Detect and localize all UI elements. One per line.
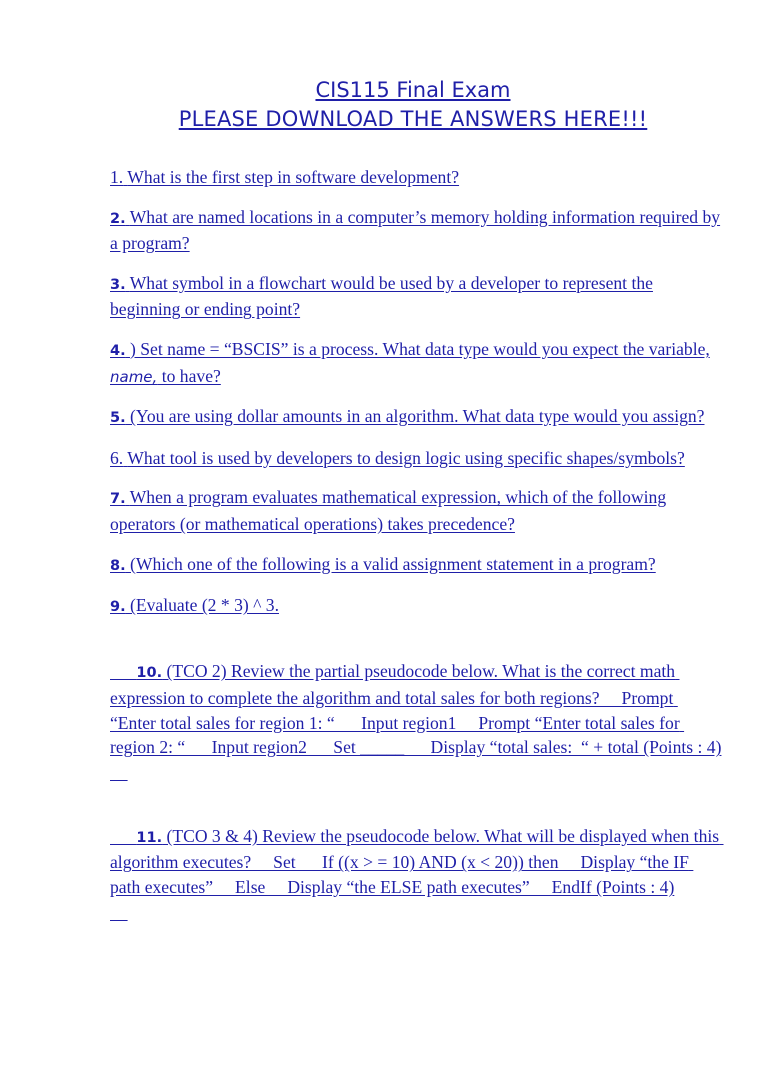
question-number: 5. <box>110 410 126 427</box>
question-text: (Which one of the following is a valid assignment statement in a program? <box>130 553 656 574</box>
document-header <box>0 76 768 134</box>
question-text-before: ) Set name = “BSCIS” is a process. What data type would you expect the variable, <box>130 338 710 359</box>
exam-title-link[interactable]: CIS115 Final Exam <box>315 78 511 102</box>
question-1[interactable] <box>110 165 722 190</box>
question-number: 9. <box>110 599 126 616</box>
question-text: (You are using dollar amounts in an algorithm. What data type would you assign? <box>130 406 705 427</box>
question-number: 2. <box>110 210 126 227</box>
question-text: (Evaluate (2 * 3) ^ 3. <box>130 595 279 616</box>
question-number: 6. <box>110 447 124 468</box>
question-number: 1. <box>110 167 124 187</box>
question-list <box>110 165 722 939</box>
question-text: What symbol in a flowchart would be used by a developer to represent the beginning or ending point? <box>110 272 653 320</box>
question-number: 8. <box>110 557 126 574</box>
question-text: (TCO 2) Review the partial pseudocode below. What is the correct math expression to complete the algorithm and total sales for both regions? Prompt “Enter total sales for region 1: “ Input region1 Prompt “Enter total sales for region 2: “ Input region2 Set _____ Display “total sales: “ + total (Points : 4) <box>110 661 722 758</box>
question-6[interactable] <box>110 446 722 471</box>
variable-name: name, <box>110 367 158 386</box>
question-10[interactable] <box>110 635 722 785</box>
download-answers-link[interactable]: PLEASE DOWNLOAD THE ANSWERS HERE!!! <box>178 107 648 131</box>
question-text: (TCO 3 & 4) Review the pseudocode below. What will be displayed when this algorithm executes? Set If ((x > = 10) AND (x < 20)) then Display “the IF path executes” Else Display “the ELSE path executes” EndIf (Points : 4) <box>110 825 724 898</box>
question-number: 3. <box>110 276 126 293</box>
question-2[interactable] <box>110 205 722 256</box>
question-3[interactable] <box>110 271 722 322</box>
question-number: 11. <box>136 829 163 846</box>
question-number: 7. <box>110 491 126 508</box>
question-text-after: to have? <box>157 365 221 386</box>
question-number: 10. <box>136 665 163 682</box>
question-text: When a program evaluates mathematical expression, which of the following operators (or mathematical operations) takes precedence? <box>110 487 667 534</box>
question-text: What is the first step in software development? <box>127 167 460 187</box>
question-number: 4. <box>110 342 126 359</box>
question-text: What are named locations in a computer’s memory holding information required by a program? <box>110 206 721 254</box>
question-9[interactable] <box>110 593 722 620</box>
question-11[interactable] <box>110 799 722 924</box>
question-4[interactable] <box>110 337 722 389</box>
question-8[interactable] <box>110 552 722 579</box>
question-text: What tool is used by developers to design logic using specific shapes/symbols? <box>127 447 685 468</box>
question-5[interactable] <box>110 404 722 431</box>
question-7[interactable] <box>110 485 722 536</box>
